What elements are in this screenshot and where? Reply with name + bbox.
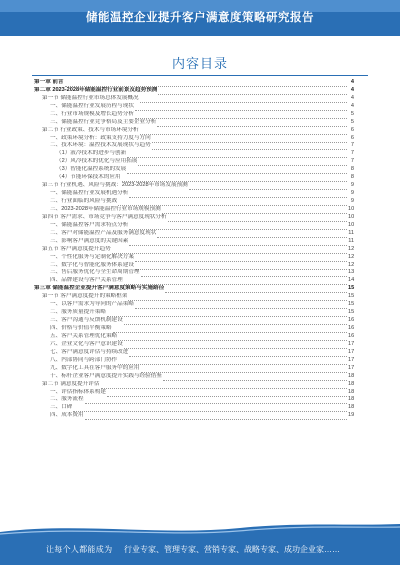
toc-entry-label: （3）智能化温控系统的发展 xyxy=(56,166,127,173)
toc-entry-page: 10 xyxy=(348,205,355,212)
toc-entry[interactable] xyxy=(34,127,354,135)
toc-leader-dots xyxy=(135,105,347,111)
toc-leader-dots xyxy=(165,287,347,293)
toc-entry-label: 第三节 行业机遇、风险与挑战：2023-2028年市场发展预测 xyxy=(42,182,188,189)
toc-leader-dots xyxy=(152,144,347,150)
toc-entry[interactable] xyxy=(34,381,354,389)
toc-leader-dots xyxy=(140,129,347,135)
toc-entry-page: 8 xyxy=(350,166,354,173)
toc-entry-page: 12 xyxy=(348,261,355,268)
toc-entry[interactable] xyxy=(34,309,354,317)
toc-leader-dots xyxy=(129,240,347,246)
toc-entry-label: 三、影响客户满意度的关键因素 xyxy=(50,237,129,244)
footer-wave-decoration xyxy=(0,518,400,538)
toc-entry-page: 4 xyxy=(350,78,354,85)
toc-leader-dots xyxy=(168,216,347,222)
toc-entry[interactable] xyxy=(34,262,354,270)
toc-entry[interactable] xyxy=(34,87,354,95)
toc-entry[interactable] xyxy=(34,325,354,333)
footer-tagline: 行业专家、管理专家、营销专家、战略专家、成功企业家…… xyxy=(124,545,340,554)
toc-leader-dots xyxy=(135,303,347,309)
toc-entry-page: 15 xyxy=(348,301,355,308)
toc-entry-label: 三、2023-2028年储能温控行业市场规模预测 xyxy=(50,205,161,212)
toc-entry-label: 第五节 客户满意度提升趋势 xyxy=(42,245,111,252)
toc-entry[interactable] xyxy=(34,166,354,174)
toc-entry-label: 三、售后服务优化与全生命周期管理 xyxy=(50,269,140,276)
toc-entry-page: 16 xyxy=(348,317,355,324)
toc-entry-page: 15 xyxy=(348,285,355,292)
toc-entry[interactable] xyxy=(34,182,354,190)
toc-entry-page: 17 xyxy=(348,340,355,347)
toc-entry-page: 18 xyxy=(348,372,355,379)
toc-entry[interactable] xyxy=(34,150,354,158)
toc-entry-label: 二、技术环境：温控技术发展现状与趋势 xyxy=(50,142,151,149)
toc-entry[interactable] xyxy=(34,285,354,293)
toc-entry-page: 13 xyxy=(348,269,355,276)
toc-leader-dots xyxy=(113,327,347,333)
toc-entry-page: 18 xyxy=(348,396,355,403)
toc-entry-label: （1）液冷技术的进步与创新 xyxy=(56,150,127,157)
toc-leader-dots xyxy=(107,391,347,397)
toc-entry[interactable] xyxy=(34,246,354,254)
toc-entry-label: 七、客户满意度评估与持续改进 xyxy=(50,348,129,355)
toc-entry-label: 一、储能温控行业发展历程与现状 xyxy=(50,102,134,109)
toc-leader-dots xyxy=(162,208,347,214)
toc-entry[interactable] xyxy=(34,111,354,119)
toc-entry-page: 9 xyxy=(350,198,354,205)
toc-entry-label: 三、客户沟通与反馈机制建设 xyxy=(50,317,123,324)
toc-entry-label: 第一章 前言 xyxy=(34,78,64,85)
toc-entry-page: 18 xyxy=(348,388,355,395)
toc-leader-dots xyxy=(152,137,347,143)
toc-entry[interactable] xyxy=(34,206,354,214)
toc-entry-page: 14 xyxy=(348,277,355,284)
toc-entry-label: 二、数字化与智能化服务体系建设 xyxy=(50,261,134,268)
toc-entry[interactable] xyxy=(34,397,354,405)
toc-entry[interactable] xyxy=(34,103,354,111)
toc-leader-dots xyxy=(118,335,347,341)
toc-leader-dots xyxy=(158,89,347,95)
toc-entry-page: 7 xyxy=(350,142,354,149)
toc-entry[interactable] xyxy=(34,293,354,301)
toc-entry-page: 16 xyxy=(348,332,355,339)
toc-entry[interactable] xyxy=(34,198,354,206)
toc-entry[interactable] xyxy=(34,254,354,262)
toc-entry-page: 17 xyxy=(348,356,355,363)
toc-entry[interactable] xyxy=(34,373,354,381)
toc-entry-page: 9 xyxy=(350,182,354,189)
toc-entry-label: 二、客户对储能温控产品及服务满意度现状 xyxy=(50,229,157,236)
toc-entry-page: 8 xyxy=(350,174,354,181)
toc-entry-label: 第二节 满意度提升评估 xyxy=(42,380,100,387)
toc-leader-dots xyxy=(163,375,347,381)
toc-entry-label: 一、储能温控行业发展机遇分析 xyxy=(50,190,129,197)
report-title: 储能温控企业提升客户满意度策略研究报告 xyxy=(86,12,314,24)
toc-entry-label: 一、评估指标体系构建 xyxy=(50,388,106,395)
toc-entry-label: 一、政策环境分析：政策支持力度与方向 xyxy=(50,134,151,141)
toc-leader-dots xyxy=(127,152,347,158)
toc-entry-page: 15 xyxy=(348,309,355,316)
toc-entry-page: 10 xyxy=(348,221,355,228)
toc-entry-label: 第四节 客户需求、市场竞争与客户满意度现状分析 xyxy=(42,213,167,220)
toc-leader-dots xyxy=(73,406,347,412)
toc-leader-dots xyxy=(107,311,347,317)
toc-entry[interactable] xyxy=(34,357,354,365)
toc-entry-label: 三、储能温控行业竞争格局及主要企业分析 xyxy=(50,118,157,125)
toc-entry-label: 一、储能温控客户需求特点分析 xyxy=(50,221,129,228)
toc-entry-label: 一、个性化服务与定制化解决方案 xyxy=(50,253,134,260)
toc-entry[interactable] xyxy=(34,135,354,143)
toc-entry-page: 10 xyxy=(348,213,355,220)
toc-entry-page: 5 xyxy=(350,110,354,117)
toc-entry-label: 二、服务流程 xyxy=(50,396,84,403)
toc-entry-page: 9 xyxy=(350,190,354,197)
toc-leader-dots xyxy=(141,271,347,277)
toc-entry-label: 九、数字化工具在客户服务中的应用 xyxy=(50,364,140,371)
toc-entry-label: 八、内部协同与跨部门协作 xyxy=(50,356,118,363)
toc-entry[interactable] xyxy=(34,404,354,412)
toc-entry-label: （2）风冷技术的优化与应用拓展 xyxy=(56,158,138,165)
toc-entry-page: 6 xyxy=(350,134,354,141)
toc-entry-label: 第二章 2023-2028年储能温控行业前景及趋势预测 xyxy=(34,86,158,93)
toc-entry-page: 4 xyxy=(350,86,354,93)
toc-entry[interactable] xyxy=(34,270,354,278)
toc-entry[interactable] xyxy=(34,230,354,238)
toc-entry[interactable] xyxy=(34,214,354,222)
toc-entry-label: 第二节 行业政策、技术与市场环境分析 xyxy=(42,126,139,133)
toc-entry[interactable] xyxy=(34,277,354,285)
toc-entry-label: 十、标杆企业客户满意度提升实践与经验借鉴 xyxy=(50,372,162,379)
toc-entry[interactable] xyxy=(34,317,354,325)
toc-leader-dots xyxy=(138,160,347,166)
toc-entry-label: 四、品牌建设与客户关系管理 xyxy=(50,277,123,284)
toc-entry-label: 二、行业面临的风险与挑战 xyxy=(50,198,118,205)
toc-entry[interactable] xyxy=(34,365,354,373)
toc-entry-page: 11 xyxy=(348,229,354,236)
toc-entry-label: 一、以客户需求为导向的产品策略 xyxy=(50,301,134,308)
toc-entry-label: 第三章 储能温控企业提升客户满意度策略与实施路径 xyxy=(34,285,165,292)
toc-entry-label: 二、服务质量提升策略 xyxy=(50,309,106,316)
toc-entry[interactable] xyxy=(34,301,354,309)
toc-leader-dots xyxy=(85,398,347,404)
toc-entry[interactable] xyxy=(34,349,354,357)
toc-leader-dots xyxy=(157,121,347,127)
toc-entry-label: 五、客户关系管理优化策略 xyxy=(50,332,118,339)
toc-entry[interactable] xyxy=(34,222,354,230)
header-band xyxy=(0,0,400,36)
toc-entry[interactable] xyxy=(34,143,354,151)
toc-entry-page: 7 xyxy=(350,158,354,165)
toc-entry-page: 7 xyxy=(350,150,354,157)
toc-entry[interactable] xyxy=(34,333,354,341)
toc-leader-dots xyxy=(141,367,347,373)
toc-leader-dots xyxy=(118,359,347,365)
toc-leader-dots xyxy=(129,351,347,357)
toc-entry-page: 17 xyxy=(348,348,355,355)
toc-entry-label: 三、口碑 xyxy=(50,404,73,411)
toc-entry-page: 16 xyxy=(348,325,355,332)
toc-entry-page: 12 xyxy=(348,245,355,252)
footer-band xyxy=(0,532,400,565)
toc-leader-dots xyxy=(189,184,347,190)
toc-leader-dots xyxy=(129,224,347,230)
toc-entry-label: 四、成本费用 xyxy=(50,412,84,419)
toc-entry[interactable] xyxy=(34,79,354,87)
toc-divider xyxy=(32,75,368,76)
toc-entry-label: 六、企业文化与客户意识建设 xyxy=(50,340,123,347)
toc-entry[interactable] xyxy=(34,341,354,349)
footer-slogan: 让每个人都能成为 xyxy=(46,545,113,554)
toc-entry[interactable] xyxy=(34,119,354,127)
toc-entry-page: 11 xyxy=(348,237,354,244)
toc-entry-label: 二、行业市场规模及增长趋势分析 xyxy=(50,110,134,117)
toc-leader-dots xyxy=(85,414,347,420)
toc-entry-page: 4 xyxy=(350,102,354,109)
toc-leader-dots xyxy=(128,295,347,301)
toc-leader-dots xyxy=(157,232,347,238)
toc-entry[interactable] xyxy=(34,190,354,198)
toc-entry-page: 19 xyxy=(348,412,355,419)
toc-leader-dots xyxy=(135,113,347,119)
toc-entry-page: 12 xyxy=(348,253,355,260)
toc-entry-label: （4）节能环保技术的应用 xyxy=(56,174,121,181)
toc-leader-dots xyxy=(135,256,347,262)
toc-leader-dots xyxy=(101,383,348,389)
toc-leader-dots xyxy=(127,168,347,174)
toc-entry-page: 6 xyxy=(350,126,354,133)
toc-entry[interactable] xyxy=(34,95,354,103)
toc-leader-dots xyxy=(140,97,347,103)
toc-leader-dots xyxy=(129,192,347,198)
toc-leader-dots xyxy=(135,264,347,270)
toc-entry-page: 4 xyxy=(350,94,354,101)
toc-entry[interactable] xyxy=(34,174,354,182)
toc-entry[interactable] xyxy=(34,412,354,420)
toc-leader-dots xyxy=(124,319,347,325)
toc-entry-label: 第一节 储能温控行业市场总体发展概况 xyxy=(42,94,139,101)
toc-leader-dots xyxy=(112,248,347,254)
table-of-contents xyxy=(34,79,354,420)
toc-leader-dots xyxy=(124,343,347,349)
toc-entry-label: 第一节 客户满意度提升的策略框架 xyxy=(42,293,128,300)
toc-entry[interactable] xyxy=(34,238,354,246)
toc-entry-label: 四、价格与价值平衡策略 xyxy=(50,325,112,332)
toc-entry[interactable] xyxy=(34,158,354,166)
toc-entry-page: 5 xyxy=(350,118,354,125)
toc-entry-page: 15 xyxy=(348,293,355,300)
toc-entry-page: 18 xyxy=(348,380,355,387)
toc-entry-page: 17 xyxy=(348,364,355,371)
toc-entry-page: 18 xyxy=(348,404,355,411)
toc-heading: 内容目录 xyxy=(171,56,228,71)
toc-entry[interactable] xyxy=(34,389,354,397)
